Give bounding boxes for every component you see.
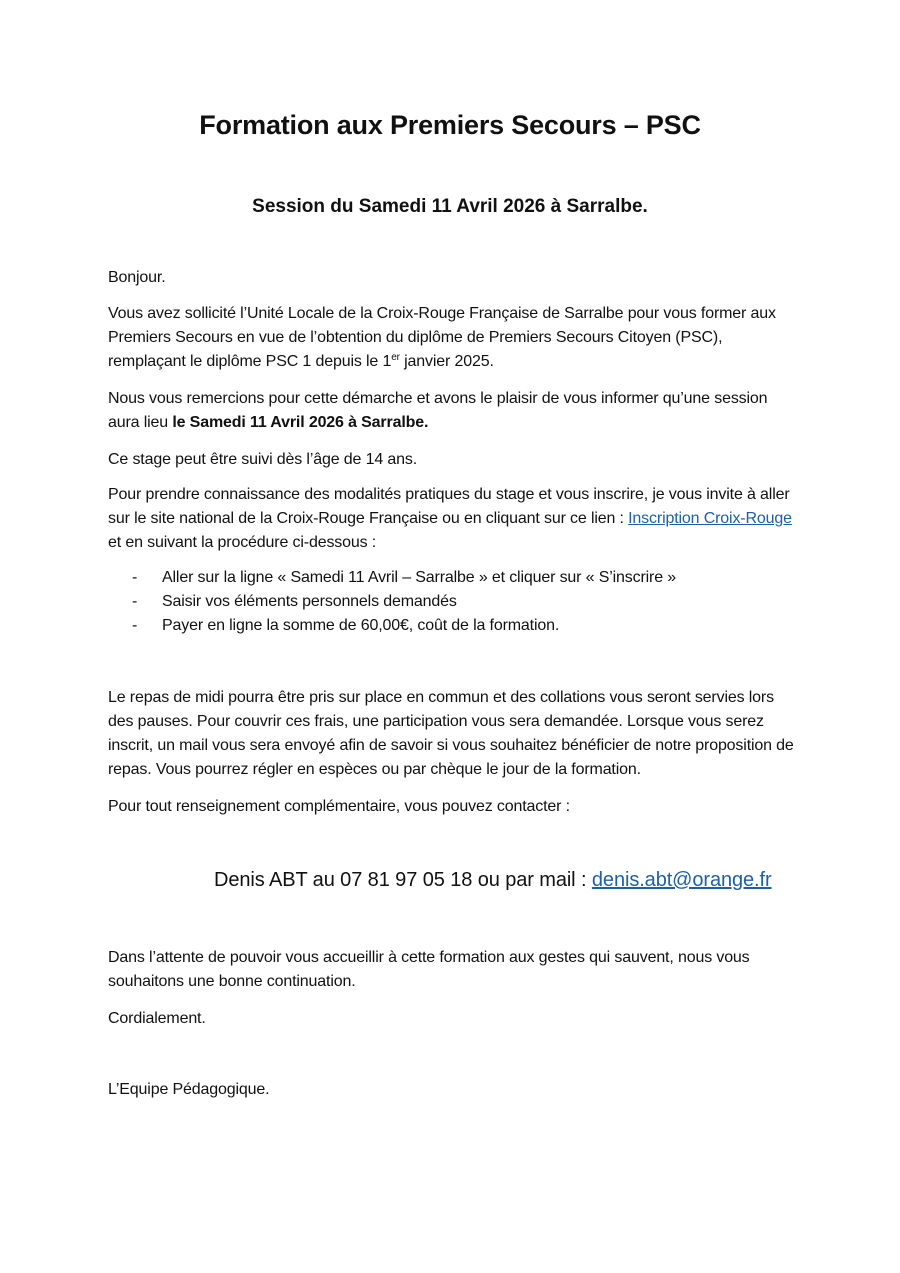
- bullet-dash: -: [132, 617, 138, 634]
- intro-text: Vous avez sollicité l’Unité Locale de la Croix-Rouge Française de Sarralbe pour vous former aux Premiers Secours en vue de l’obtention du diplôme de Premiers Secours Citoyen (PSC), remplaçant le diplôme PSC 1 depuis le 1: [108, 305, 776, 370]
- info-paragraph: Pour tout renseignement complémentaire, vous pouvez contacter :: [108, 798, 570, 815]
- contact-line: [214, 866, 834, 894]
- step-text: Payer en ligne la somme de 60,00€, coût de la formation.: [162, 617, 560, 634]
- session-date-bold: le Samedi 11 Avril 2026 à Sarralbe.: [172, 414, 429, 431]
- age-paragraph: Ce stage peut être suivi dès l’âge de 14 ans.: [108, 451, 418, 468]
- intro-superscript: er: [391, 352, 400, 363]
- intro-text-end: janvier 2025.: [399, 353, 494, 370]
- contact-email-link[interactable]: denis.abt@orange.fr: [591, 869, 772, 891]
- bullet-dash: -: [132, 593, 138, 610]
- bullet-dash: -: [132, 569, 138, 586]
- session-paragraph: [108, 387, 798, 435]
- step-text: Saisir vos éléments personnels demandés: [162, 593, 457, 610]
- register-text: Pour prendre connaissance des modalités pratiques du stage et vous inscrire, je vous invite à aller sur le site national de la Croix-Rouge Française ou en cliquant sur ce lien :: [108, 486, 790, 527]
- list-item: [108, 614, 798, 638]
- inscription-link[interactable]: Inscription Croix-Rouge: [628, 510, 792, 527]
- register-paragraph: [108, 483, 798, 555]
- steps-list: [108, 566, 798, 638]
- session-subtitle: Session du Samedi 11 Avril 2026 à Sarralbe.: [252, 196, 648, 217]
- list-item: [108, 590, 798, 614]
- page-title: Formation aux Premiers Secours – PSC: [199, 110, 701, 140]
- intro-paragraph: [108, 302, 798, 374]
- list-item: [108, 566, 798, 590]
- meals-paragraph: Le repas de midi pourra être pris sur place en commun et des collations vous seront servies lors des pauses. Pour couvrir ces frais, une participation vous sera demandée. Lorsque vous serez inscrit, un mail vous sera envoyé afin de savoir si vous souhaitez bénéficier de notre proposition de repas. Vous pourrez régler en espèces ou par chèque le jour de la formation.: [108, 689, 794, 778]
- step-text: Aller sur la ligne « Samedi 11 Avril – Sarralbe » et cliquer sur « S’inscrire »: [162, 569, 677, 586]
- closing-paragraph: Dans l’attente de pouvoir vous accueillir à cette formation aux gestes qui sauvent, nous vous souhaitons une bonne continuation.: [108, 949, 750, 990]
- greeting: Bonjour.: [108, 269, 166, 286]
- contact-text: Denis ABT au 07 81 97 05 18 ou par mail :: [214, 869, 592, 891]
- regards: Cordialement.: [108, 1010, 206, 1027]
- signature: L’Equipe Pédagogique.: [108, 1081, 270, 1098]
- session-text: Nous vous remercions pour cette démarche et avons le plaisir de vous informer qu’une session aura lieu: [108, 390, 768, 431]
- register-text-end: et en suivant la procédure ci-dessous :: [108, 534, 377, 551]
